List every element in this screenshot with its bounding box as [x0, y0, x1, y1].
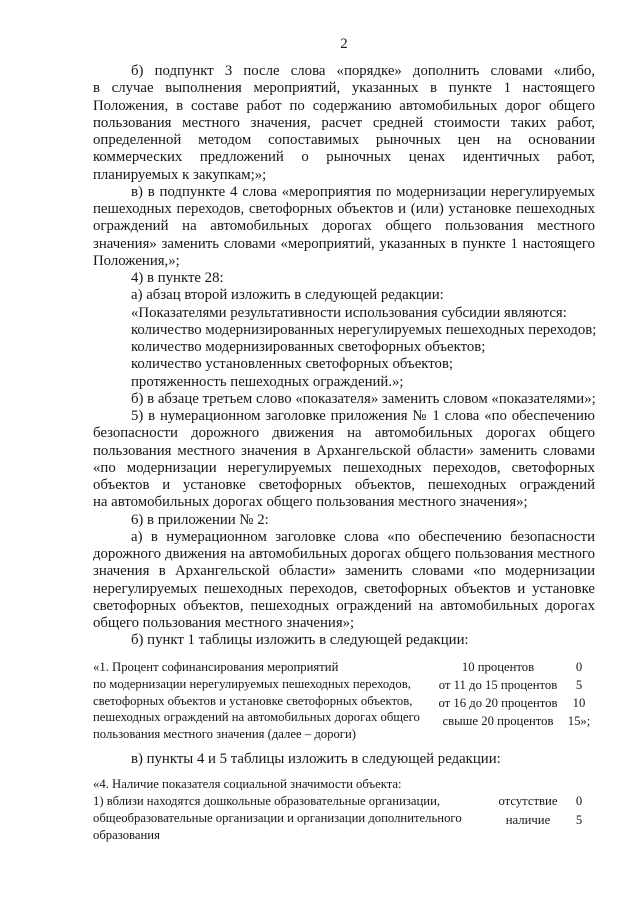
- text-line: в) пункты 4 и 5 таблицы изложить в следующей редакции:: [131, 751, 501, 767]
- table2-points: [562, 792, 596, 830]
- text-line: пользования местного значения, расчет средней стоимости таких работ,: [93, 114, 595, 131]
- text-line: пешеходных переходов, светофорных объектов и (или) установке пешеходных: [93, 201, 595, 217]
- text-line: 6) в приложении № 2:: [131, 511, 269, 528]
- text-line: в случае выполнения мероприятий, указанных в пункте 1 настоящего: [93, 80, 595, 97]
- text-line: 4) в пункте 28:: [131, 270, 224, 286]
- paragraph: [93, 184, 595, 270]
- body-text: [93, 63, 595, 650]
- text-line: а) в нумерационном заголовке слова «по обеспечению безопасности: [131, 528, 595, 545]
- paragraph: [93, 391, 595, 408]
- page-number: 2: [340, 36, 348, 52]
- text-line: светофорных объектов, пешеходных ограждений на автомобильных дорогах: [93, 597, 595, 614]
- paragraph: [93, 751, 595, 768]
- table1-conditions: [428, 659, 568, 731]
- text-line: на автомобильных дорогах общего пользования местного значения»;: [93, 494, 528, 511]
- table1-condition: свыше 20 процентов: [442, 713, 554, 728]
- table1-condition: от 16 до 20 процентов: [438, 695, 558, 710]
- text-line: коммерческих предложений о рыночных ценах идентичных работ,: [93, 149, 595, 166]
- paragraph: [93, 339, 595, 356]
- paragraph: [93, 270, 595, 287]
- text-line: 5) в нумерационном заголовке приложения № 1 слова «по обеспечению: [131, 408, 595, 424]
- paragraph: [93, 322, 595, 339]
- text-line: значения в Архангельской области» заменить словами «по модернизации: [93, 563, 595, 580]
- table1-condition: 10 процентов: [461, 660, 535, 674]
- text-line: определенной методом сопоставимых рыночных цен на основании: [93, 132, 595, 148]
- text-line: нерегулируемых пешеходных переходов, светофорных объектов и установке: [93, 580, 595, 597]
- table1-criterion-line: «1. Процент софинансирования мероприятий: [93, 660, 339, 674]
- table2-conditions: [488, 792, 568, 830]
- text-line: б) в абзаце третьем слово «показателя» заменить словом «показателями»;: [131, 390, 596, 407]
- table2-criterion: [93, 776, 488, 844]
- table2-point-value: 5: [575, 813, 583, 827]
- table1-point-value: 5: [575, 677, 583, 692]
- paragraph: [93, 408, 595, 512]
- paragraph: [93, 529, 595, 633]
- text-line: количество модернизированных светофорных объектов;: [131, 339, 486, 355]
- table1-point-value: 0: [575, 660, 583, 674]
- paragraph: [93, 356, 595, 373]
- text-line: количество модернизированных нерегулируемых пешеходных переходов;: [131, 321, 597, 338]
- table1-criterion-line: пешеходных ограждений на автомобильных дорогах общего: [93, 710, 420, 725]
- table1-points: [562, 659, 596, 731]
- text-line: б) пункт 1 таблицы изложить в следующей редакции:: [131, 632, 469, 649]
- table2-heading: «4. Наличие показателя социальной значимости объекта:: [93, 777, 402, 791]
- table1-criterion-line: по модернизации нерегулируемых пешеходных переходов,: [93, 676, 411, 691]
- table1-criterion: [93, 659, 428, 743]
- text-line: протяженность пешеходных ограждений.»;: [131, 373, 404, 390]
- text-line: Положения, в составе работ по содержанию автомобильных дорог общего: [93, 97, 595, 114]
- table1-criterion-line: светофорных объектов и установке светофорных объектов,: [93, 693, 413, 708]
- text-line: а) абзац второй изложить в следующей редакции:: [131, 287, 444, 304]
- text-line: Положения,»;: [93, 252, 180, 269]
- text-line: общего пользования местного значения»;: [93, 615, 355, 631]
- paragraph: [93, 512, 595, 529]
- table2-condition: наличие: [505, 813, 551, 827]
- text-line: количество установленных светофорных объектов;: [131, 356, 454, 373]
- paragraph: [93, 305, 595, 322]
- table2-point-value: 0: [575, 794, 583, 808]
- text-line: ограждений на автомобильных дорогах общего пользования местного: [93, 218, 595, 235]
- text-line: «Показателями результативности использования субсидии являются:: [131, 304, 567, 321]
- paragraph: [93, 63, 595, 184]
- paragraph: [93, 632, 595, 649]
- table1-condition: от 11 до 15 процентов: [438, 677, 558, 692]
- text-line: б) подпункт 3 после слова «порядке» дополнить словами «либо,: [131, 63, 595, 79]
- text-line: планируемых к закупкам;»;: [93, 166, 267, 183]
- paragraph: [93, 287, 595, 304]
- table1-point-value: 10: [572, 695, 586, 710]
- table1-point-value: 15»;: [567, 713, 591, 728]
- text-line: объектов и установке светофорных объектов, пешеходных ограждений: [93, 477, 595, 493]
- table1-criterion-line: пользования местного значения (далее – дороги): [93, 727, 357, 742]
- table2-criterion-line: 1) вблизи находятся дошкольные образовательные организации,: [93, 794, 441, 808]
- text-line: в) в подпункте 4 слова «мероприятия по модернизации нерегулируемых: [131, 183, 595, 200]
- text-line: дорожного движения на автомобильных дорогах общего пользования местного: [93, 546, 595, 562]
- text-line: значения» заменить словами «мероприятий, указанных в пункте 1 настоящего: [93, 235, 595, 252]
- text-line: пользования местного значения в Архангельской области» заменить словами: [93, 442, 595, 459]
- table2-criterion-line: образования: [93, 828, 160, 842]
- table2-condition: отсутствие: [498, 794, 558, 808]
- text-line: безопасности дорожного движения на автомобильных дорогах общего: [93, 425, 595, 442]
- text-line: «по модернизации нерегулируемых пешеходных переходов, светофорных: [93, 459, 595, 476]
- table2-criterion-line: общеобразовательные организации и организации дополнительного: [93, 811, 462, 825]
- paragraph: [93, 374, 595, 391]
